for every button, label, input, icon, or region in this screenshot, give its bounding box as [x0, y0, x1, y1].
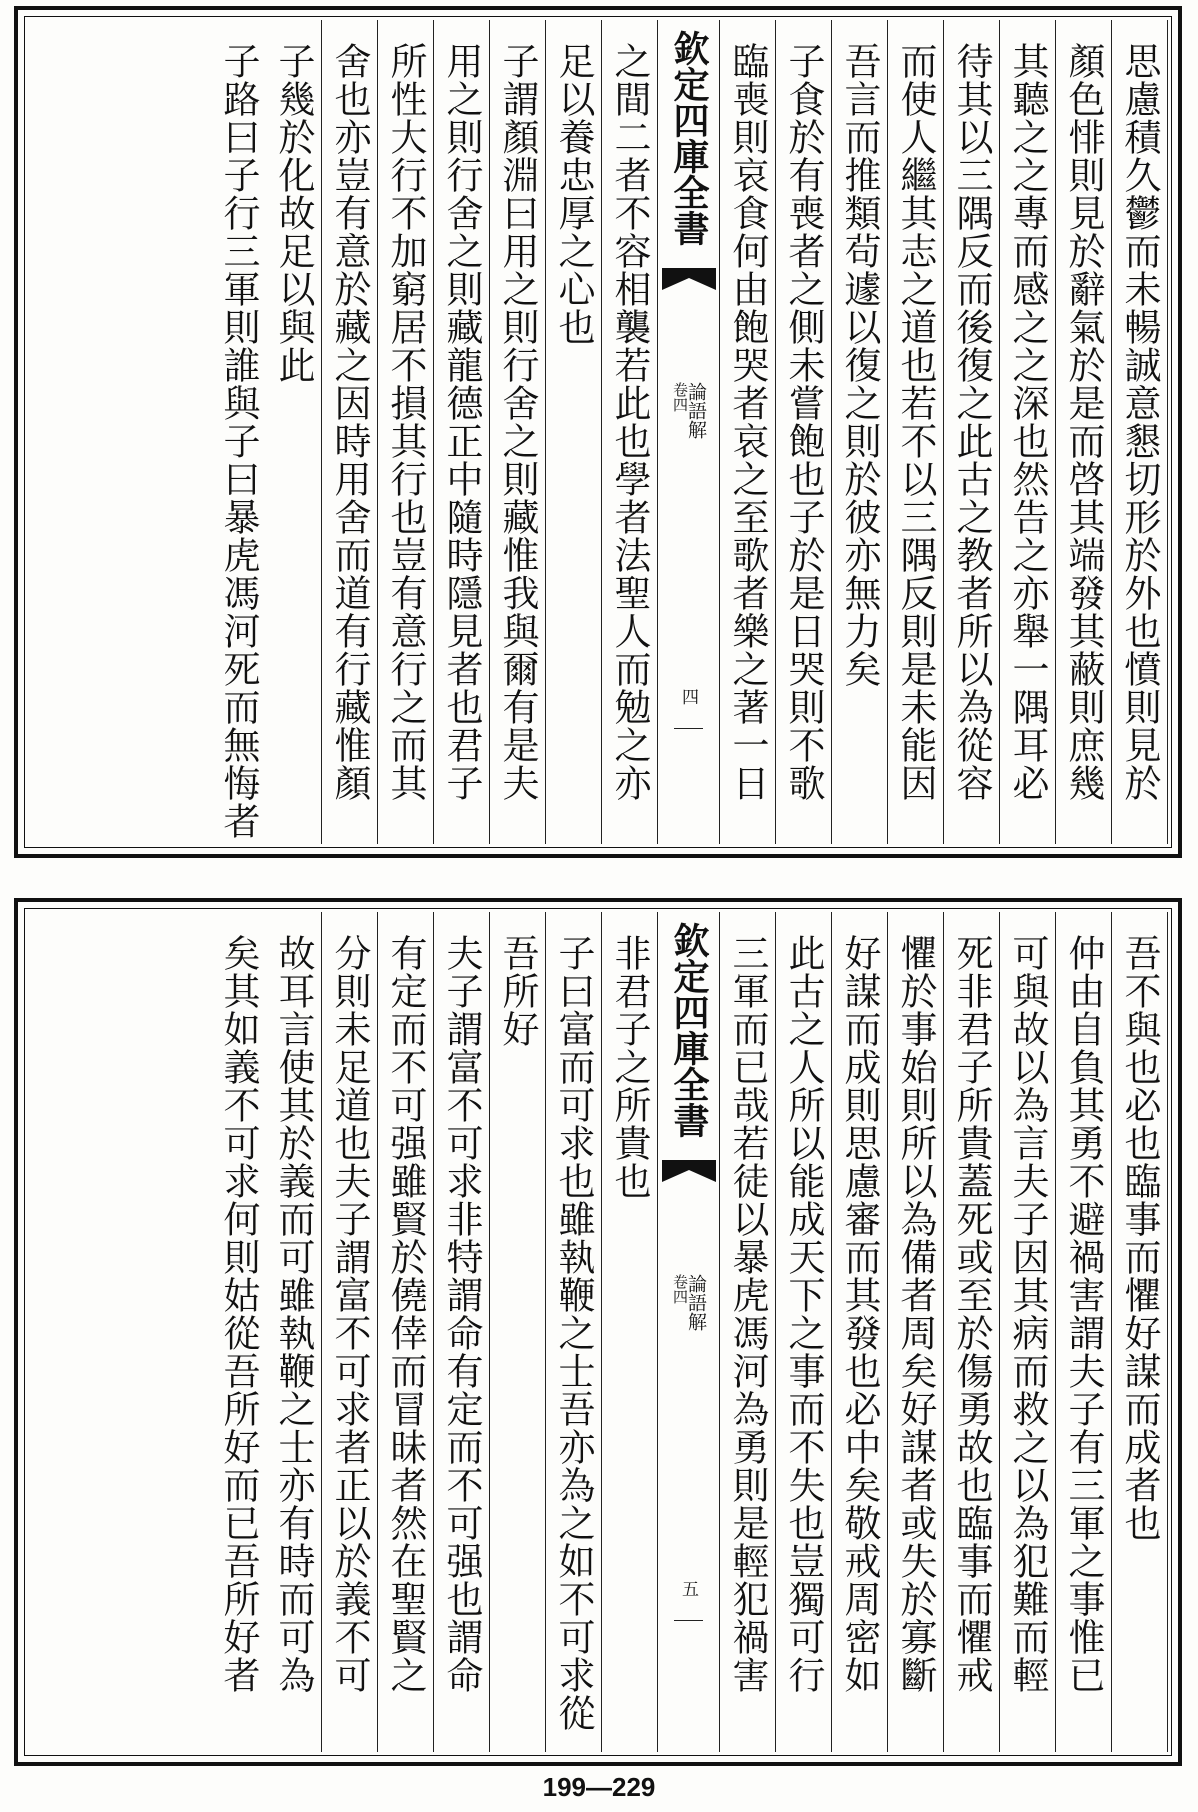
bottom-right-column-8: 三軍而已哉若徒以暴虎馮河為勇則是輕犯禍害 — [720, 912, 776, 1752]
top-right-column-2: 顏色悱則見於辭氣於是而啓其端發其蔽則庶幾 — [1056, 20, 1112, 844]
top-center-page-number: 四 — [678, 688, 698, 705]
page-footer-number: 199—229 — [542, 1772, 656, 1802]
top-right-column-7: 子食於有喪者之側未嘗飽也子於是日哭則不歌 — [776, 20, 832, 844]
top-right-column-3: 其聽之之專而感之之深也然告之亦舉一隅耳必 — [1000, 20, 1056, 844]
bottom-left-column-3: 吾所好 — [490, 912, 546, 1752]
top-center-volume: 卷四 — [671, 382, 689, 412]
bottom-center-book-title: 論語解 — [685, 1274, 707, 1331]
bottom-left-column-2: 子曰富而可求也雖執鞭之士吾亦為之如不可求從 — [546, 912, 602, 1752]
bottom-left-column-4: 夫子謂富不可求非特謂命有定而不可强也謂命 — [434, 912, 490, 1752]
bottom-center-title: 欽定四庫全書 — [668, 922, 710, 1138]
bottom-left-column-8: 矣其如義不可求何則姑從吾所好而已吾所好者 — [217, 934, 260, 1694]
top-left-column-7: 子幾於化故足以與此 — [266, 20, 322, 844]
bottom-right-column-7: 此古之人所以能成天下之事而不失也豈獨可行 — [776, 912, 832, 1752]
top-right-column-5: 而使人繼其志之道也若不以三隅反則是未能因 — [888, 20, 944, 844]
top-left-column-6: 舍也亦豈有意於藏之因時用舍而道有行藏惟顏 — [322, 20, 378, 844]
bottom-right-column-3: 可與故以為言夫子因其病而救之以為犯難而輕 — [1000, 912, 1056, 1752]
top-right-column-8: 臨喪則哀食何由飽哭者哀之至歌者樂之著一日 — [720, 20, 776, 844]
top-right-column-1: 思慮積久鬱而未暢誠意懇切形於外也憤則見於 — [1112, 20, 1168, 844]
top-fish-tail-icon — [662, 268, 716, 298]
top-right-column-4: 待其以三隅反而後復之此古之教者所以為從容 — [944, 20, 1000, 844]
bottom-left-column-6: 分則未足道也夫子謂富不可求者正以於義不可 — [322, 912, 378, 1752]
bottom-center-page-number: 五 — [678, 1580, 698, 1597]
top-center-rule — [674, 728, 703, 729]
top-center-column — [658, 20, 720, 844]
top-left-column-5: 所性大行不加窮居不損其行也豈有意行之而其 — [378, 20, 434, 844]
bottom-fish-tail-icon — [662, 1160, 716, 1190]
top-columns — [28, 20, 1168, 844]
bottom-page — [14, 898, 1182, 1766]
top-center-title: 欽定四庫全書 — [668, 30, 710, 246]
bottom-columns — [28, 912, 1168, 1752]
bottom-right-column-2: 仲由自負其勇不避禍害謂夫子有三軍之事惟已 — [1056, 912, 1112, 1752]
top-left-column-3: 子謂顏淵曰用之則行舍之則藏惟我與爾有是夫 — [490, 20, 546, 844]
bottom-center-column — [658, 912, 720, 1752]
bottom-left-column-1: 非君子之所貴也 — [602, 912, 658, 1752]
top-left-column-1: 之間二者不容相襲若此也學者法聖人而勉之亦 — [602, 20, 658, 844]
top-center-book-title: 論語解 — [685, 382, 707, 439]
top-left-column-8: 子路曰子行三軍則誰與子曰暴虎馮河死而無悔者 — [217, 42, 260, 840]
bottom-right-column-5: 懼於事始則所以為備者周矣好謀者或失於寡斷 — [888, 912, 944, 1752]
bottom-right-column-1: 吾不與也必也臨事而懼好謀而成者也 — [1112, 912, 1168, 1752]
bottom-right-column-4: 死非君子所貴蓋死或至於傷勇故也臨事而懼戒 — [944, 912, 1000, 1752]
top-left-column-2: 足以養忠厚之心也 — [546, 20, 602, 844]
bottom-center-rule — [674, 1620, 703, 1621]
bottom-left-column-5: 有定而不可强雖賢於僥倖而冒昧者然在聖賢之 — [378, 912, 434, 1752]
bottom-left-column-7: 故耳言使其於義而可雖執鞭之士亦有時而可為 — [266, 912, 322, 1752]
bottom-right-column-6: 好謀而成則思慮審而其發也必中矣敬戒周密如 — [832, 912, 888, 1752]
top-page — [14, 6, 1182, 858]
top-left-column-4: 用之則行舍之則藏龍德正中隨時隱見者也君子 — [434, 20, 490, 844]
top-right-column-6: 吾言而推類茍遽以復之則於彼亦無力矣 — [832, 20, 888, 844]
bottom-center-volume: 卷四 — [671, 1274, 689, 1304]
